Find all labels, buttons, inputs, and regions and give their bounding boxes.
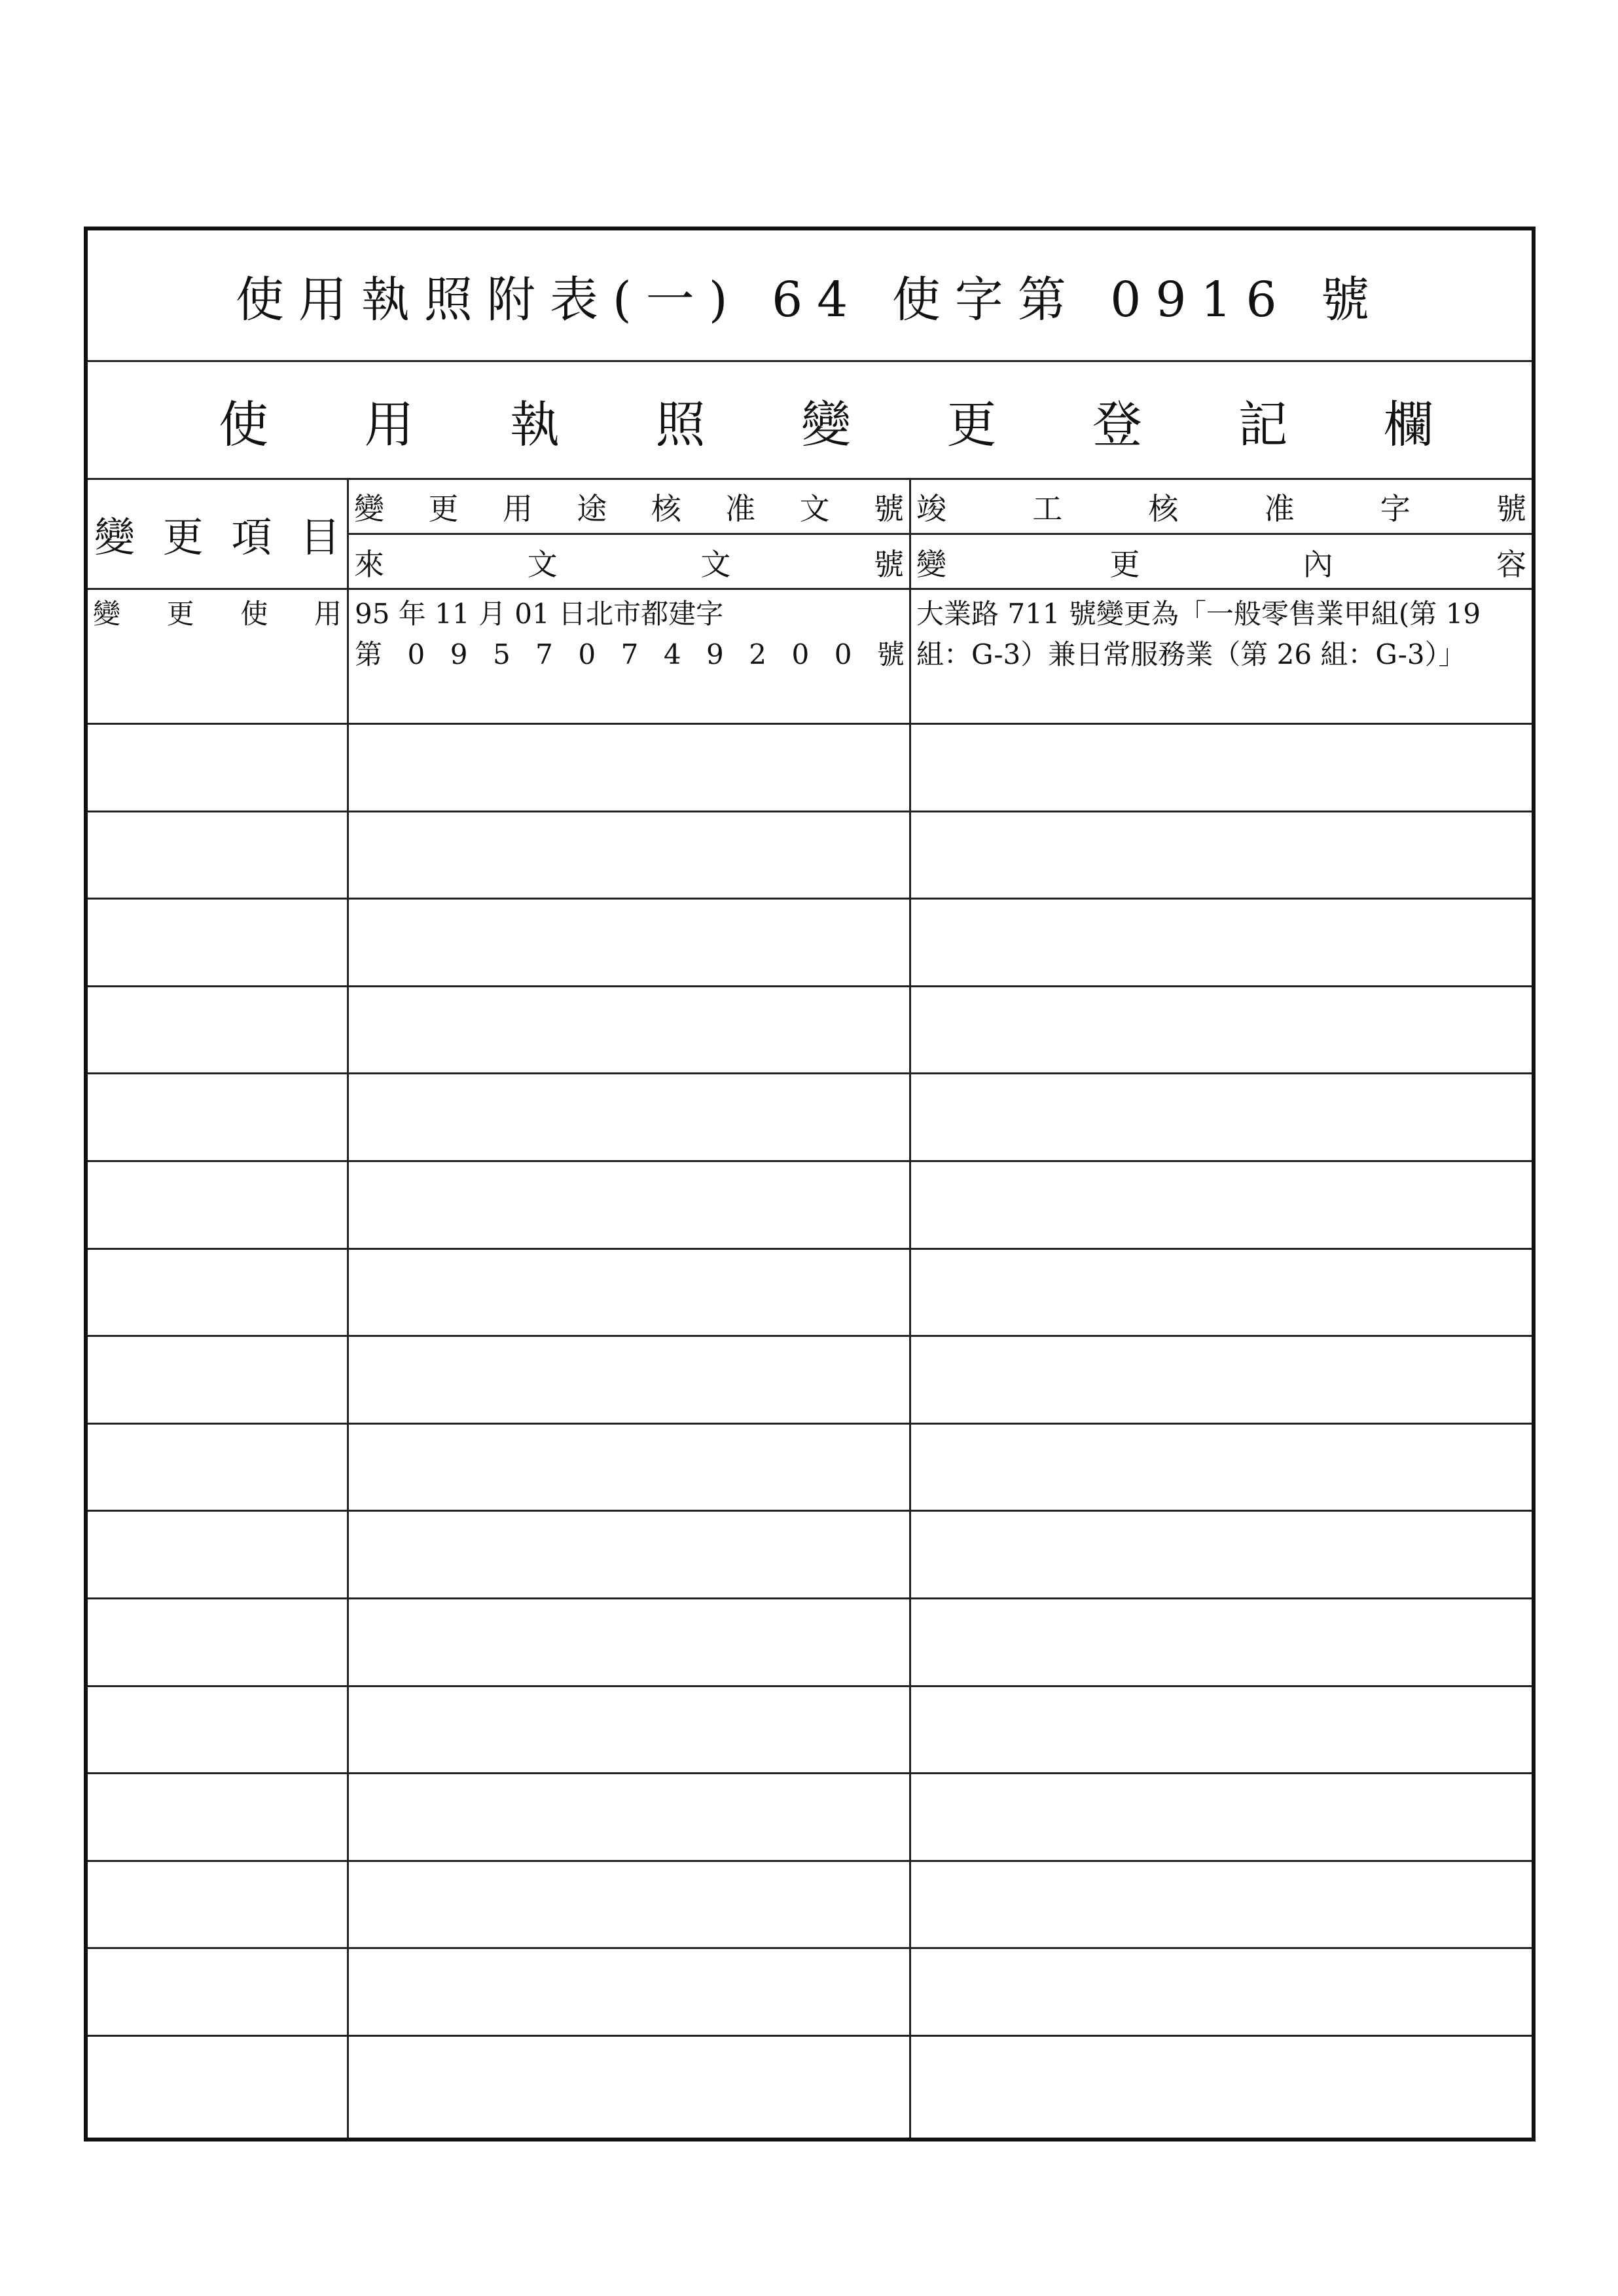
row-separator bbox=[88, 1072, 1532, 1074]
form-title: 使用執照附表(一) 64 使字第 0916 號 bbox=[235, 272, 1384, 328]
row-separator bbox=[88, 985, 1532, 987]
form-subtitle: 使 用 執 照 變 更 登 記 欄 bbox=[219, 395, 1433, 454]
row-1-doc-line2: 第 0 9 5 7 0 7 4 9 2 0 0 號 bbox=[355, 638, 905, 670]
row-separator bbox=[88, 811, 1532, 812]
column-divider bbox=[347, 479, 349, 2138]
header-change-content: 變 更 內 容 bbox=[916, 546, 1526, 582]
row-separator bbox=[88, 1685, 1532, 1687]
row-1-doc-line1: 95 年 11 月 01 日北市都建字 bbox=[355, 598, 724, 630]
row-separator bbox=[88, 1947, 1532, 1949]
row-1-change-item: 變 更 使 用 bbox=[93, 598, 342, 630]
header-approval-no: 變 更 用 途 核 准 文 號 bbox=[354, 490, 904, 526]
registration-form-frame bbox=[84, 227, 1536, 2141]
row-separator bbox=[88, 1423, 1532, 1425]
row-separator bbox=[88, 1160, 1532, 1162]
row-separator bbox=[88, 723, 1532, 725]
header-completion-no: 竣 工 核 准 字 號 bbox=[916, 490, 1526, 526]
row-separator bbox=[88, 1597, 1532, 1599]
row-separator bbox=[88, 1860, 1532, 1862]
header-incoming-doc: 來 文 文 號 bbox=[354, 546, 904, 582]
row-separator bbox=[88, 2035, 1532, 2037]
row-separator bbox=[88, 1248, 1532, 1250]
row-separator bbox=[88, 1335, 1532, 1337]
row-separator bbox=[88, 898, 1532, 900]
column-divider bbox=[909, 479, 911, 2138]
row-1-change-content: 大業路 711 號變更為「一般零售業甲組(第 19 組：G-3）兼日常服務業（第 26 組：G-3）」 bbox=[916, 598, 1481, 670]
row-separator bbox=[88, 1772, 1532, 1774]
header-change-item: 變 更 項 目 bbox=[94, 513, 340, 561]
row-separator bbox=[88, 1510, 1532, 1512]
